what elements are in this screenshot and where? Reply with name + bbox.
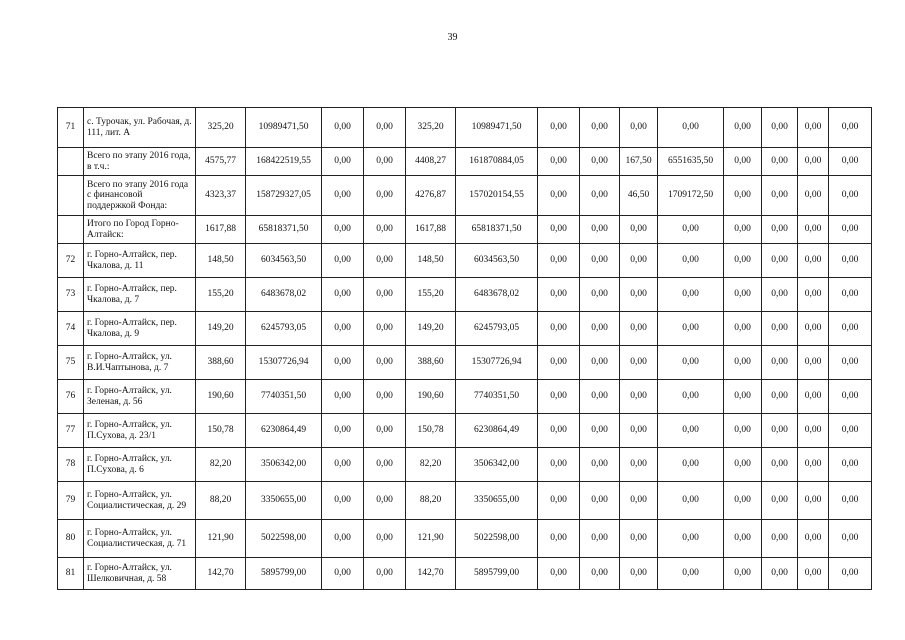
value-cell: 0,00: [538, 448, 580, 482]
row-number-cell: [58, 216, 84, 244]
value-cell: 158729327,05: [246, 176, 322, 216]
row-number-cell: 77: [58, 414, 84, 448]
value-cell: 0,00: [762, 346, 798, 380]
value-cell: 0,00: [724, 108, 762, 148]
value-cell: 0,00: [322, 244, 364, 278]
value-cell: 0,00: [322, 346, 364, 380]
value-cell: 88,20: [406, 482, 456, 520]
value-cell: 0,00: [798, 244, 829, 278]
value-cell: 3506342,00: [246, 448, 322, 482]
table-body: [58, 108, 872, 590]
value-cell: 0,00: [620, 346, 658, 380]
value-cell: 7740351,50: [246, 380, 322, 414]
value-cell: 148,50: [406, 244, 456, 278]
row-number-cell: 73: [58, 278, 84, 312]
table-row: [58, 108, 872, 148]
row-number-cell: 81: [58, 558, 84, 590]
value-cell: 4575,77: [196, 148, 246, 176]
value-cell: 4408,27: [406, 148, 456, 176]
value-cell: 0,00: [798, 278, 829, 312]
value-cell: 0,00: [620, 414, 658, 448]
value-cell: 5022598,00: [246, 520, 322, 558]
table-row: [58, 520, 872, 558]
value-cell: 0,00: [538, 176, 580, 216]
value-cell: 0,00: [580, 448, 620, 482]
value-cell: 0,00: [798, 482, 829, 520]
value-cell: 388,60: [196, 346, 246, 380]
value-cell: 6483678,02: [456, 278, 538, 312]
row-number-cell: [58, 176, 84, 216]
value-cell: 0,00: [322, 278, 364, 312]
value-cell: 5895799,00: [456, 558, 538, 590]
value-cell: 0,00: [658, 380, 724, 414]
table-row: [58, 346, 872, 380]
row-number-cell: 78: [58, 448, 84, 482]
table-row: [58, 414, 872, 448]
value-cell: 0,00: [724, 380, 762, 414]
value-cell: 0,00: [762, 414, 798, 448]
value-cell: 149,20: [196, 312, 246, 346]
value-cell: 0,00: [798, 448, 829, 482]
value-cell: 0,00: [538, 108, 580, 148]
value-cell: 121,90: [196, 520, 246, 558]
value-cell: 0,00: [620, 108, 658, 148]
value-cell: 0,00: [829, 176, 872, 216]
value-cell: 0,00: [762, 148, 798, 176]
value-cell: 0,00: [658, 482, 724, 520]
value-cell: 0,00: [658, 448, 724, 482]
value-cell: 0,00: [798, 312, 829, 346]
value-cell: 0,00: [798, 216, 829, 244]
value-cell: 0,00: [580, 520, 620, 558]
page-number: 39: [447, 32, 458, 43]
value-cell: 0,00: [364, 148, 406, 176]
address-cell: с. Турочак, ул. Рабочая, д. 111, лит. А: [84, 108, 196, 148]
value-cell: 157020154,55: [456, 176, 538, 216]
value-cell: 0,00: [829, 108, 872, 148]
value-cell: 0,00: [620, 216, 658, 244]
value-cell: 325,20: [196, 108, 246, 148]
value-cell: 0,00: [364, 482, 406, 520]
value-cell: 0,00: [658, 558, 724, 590]
value-cell: 0,00: [322, 312, 364, 346]
value-cell: 3350655,00: [456, 482, 538, 520]
value-cell: 0,00: [658, 346, 724, 380]
value-cell: 0,00: [658, 216, 724, 244]
value-cell: 0,00: [580, 108, 620, 148]
value-cell: 0,00: [762, 482, 798, 520]
table-row: [58, 148, 872, 176]
table-row: [58, 312, 872, 346]
value-cell: 6551635,50: [658, 148, 724, 176]
value-cell: 0,00: [620, 244, 658, 278]
value-cell: 0,00: [762, 558, 798, 590]
row-number-cell: 75: [58, 346, 84, 380]
value-cell: 0,00: [762, 312, 798, 346]
value-cell: 0,00: [798, 148, 829, 176]
value-cell: 6230864,49: [246, 414, 322, 448]
value-cell: 0,00: [658, 312, 724, 346]
value-cell: 0,00: [658, 278, 724, 312]
row-number-cell: 76: [58, 380, 84, 414]
value-cell: 0,00: [364, 380, 406, 414]
value-cell: 0,00: [724, 482, 762, 520]
value-cell: 1617,88: [196, 216, 246, 244]
table-row: [58, 244, 872, 278]
value-cell: 0,00: [538, 278, 580, 312]
value-cell: 4323,37: [196, 176, 246, 216]
value-cell: 0,00: [762, 380, 798, 414]
value-cell: 7740351,50: [456, 380, 538, 414]
value-cell: 0,00: [762, 520, 798, 558]
value-cell: 0,00: [724, 448, 762, 482]
value-cell: 0,00: [658, 244, 724, 278]
table-row: [58, 216, 872, 244]
value-cell: 142,70: [196, 558, 246, 590]
value-cell: 0,00: [538, 380, 580, 414]
value-cell: 3506342,00: [456, 448, 538, 482]
value-cell: 0,00: [829, 346, 872, 380]
row-number-cell: 72: [58, 244, 84, 278]
value-cell: 0,00: [620, 380, 658, 414]
value-cell: 6483678,02: [246, 278, 322, 312]
value-cell: 0,00: [798, 414, 829, 448]
table-row: [58, 176, 872, 216]
address-cell: г. Горно-Алтайск, пер. Чкалова, д. 7: [84, 278, 196, 312]
value-cell: 0,00: [364, 520, 406, 558]
value-cell: 0,00: [322, 448, 364, 482]
value-cell: 0,00: [364, 108, 406, 148]
value-cell: 0,00: [580, 482, 620, 520]
value-cell: 0,00: [829, 148, 872, 176]
value-cell: 0,00: [580, 380, 620, 414]
value-cell: 0,00: [364, 414, 406, 448]
value-cell: 0,00: [580, 414, 620, 448]
value-cell: 150,78: [406, 414, 456, 448]
value-cell: 46,50: [620, 176, 658, 216]
table-row: [58, 558, 872, 590]
value-cell: 190,60: [196, 380, 246, 414]
row-number-cell: 80: [58, 520, 84, 558]
value-cell: 82,20: [196, 448, 246, 482]
value-cell: 0,00: [620, 558, 658, 590]
value-cell: 6034563,50: [246, 244, 322, 278]
value-cell: 0,00: [580, 278, 620, 312]
value-cell: 325,20: [406, 108, 456, 148]
value-cell: 155,20: [196, 278, 246, 312]
address-cell: г. Горно-Алтайск, ул. Зеленая, д. 56: [84, 380, 196, 414]
table-row: [58, 482, 872, 520]
value-cell: 0,00: [364, 278, 406, 312]
value-cell: 0,00: [538, 312, 580, 346]
value-cell: 0,00: [322, 558, 364, 590]
value-cell: 3350655,00: [246, 482, 322, 520]
value-cell: 167,50: [620, 148, 658, 176]
value-cell: 0,00: [762, 108, 798, 148]
value-cell: 0,00: [364, 448, 406, 482]
housing-program-table: [57, 107, 872, 590]
value-cell: 65818371,50: [456, 216, 538, 244]
value-cell: 0,00: [364, 312, 406, 346]
value-cell: 0,00: [724, 558, 762, 590]
value-cell: 0,00: [538, 216, 580, 244]
value-cell: 1709172,50: [658, 176, 724, 216]
value-cell: 0,00: [658, 414, 724, 448]
value-cell: 0,00: [798, 520, 829, 558]
value-cell: 0,00: [829, 312, 872, 346]
address-cell: г. Горно-Алтайск, ул. Социалистическая, д. 29: [84, 482, 196, 520]
value-cell: 0,00: [724, 346, 762, 380]
value-cell: 65818371,50: [246, 216, 322, 244]
value-cell: 0,00: [724, 414, 762, 448]
address-cell: Всего по этапу 2016 года, в т.ч.:: [84, 148, 196, 176]
value-cell: 0,00: [798, 346, 829, 380]
value-cell: 82,20: [406, 448, 456, 482]
value-cell: 0,00: [538, 520, 580, 558]
value-cell: 0,00: [829, 414, 872, 448]
value-cell: 0,00: [829, 216, 872, 244]
address-cell: Всего по этапу 2016 года с финансовой поддержкой Фонда:: [84, 176, 196, 216]
value-cell: 0,00: [762, 448, 798, 482]
value-cell: 150,78: [196, 414, 246, 448]
value-cell: 0,00: [798, 558, 829, 590]
address-cell: г. Горно-Алтайск, пер. Чкалова, д. 9: [84, 312, 196, 346]
value-cell: 155,20: [406, 278, 456, 312]
value-cell: 6245793,05: [456, 312, 538, 346]
address-cell: г. Горно-Алтайск, ул. П.Сухова, д. 23/1: [84, 414, 196, 448]
value-cell: 0,00: [829, 278, 872, 312]
address-cell: г. Горно-Алтайск, ул. Социалистическая, д. 71: [84, 520, 196, 558]
value-cell: 0,00: [724, 216, 762, 244]
value-cell: 168422519,55: [246, 148, 322, 176]
value-cell: 0,00: [538, 482, 580, 520]
value-cell: 15307726,94: [246, 346, 322, 380]
value-cell: 0,00: [762, 216, 798, 244]
value-cell: 0,00: [798, 176, 829, 216]
table-row: [58, 448, 872, 482]
address-cell: г. Горно-Алтайск, ул. П.Сухова, д. 6: [84, 448, 196, 482]
value-cell: 0,00: [322, 482, 364, 520]
value-cell: 388,60: [406, 346, 456, 380]
value-cell: 0,00: [538, 148, 580, 176]
value-cell: 149,20: [406, 312, 456, 346]
value-cell: 5022598,00: [456, 520, 538, 558]
value-cell: 0,00: [762, 244, 798, 278]
value-cell: 142,70: [406, 558, 456, 590]
value-cell: 0,00: [580, 558, 620, 590]
row-number-cell: 79: [58, 482, 84, 520]
value-cell: 0,00: [724, 244, 762, 278]
address-cell: г. Горно-Алтайск, пер. Чкалова, д. 11: [84, 244, 196, 278]
value-cell: 0,00: [322, 380, 364, 414]
value-cell: 0,00: [724, 312, 762, 346]
value-cell: 0,00: [322, 414, 364, 448]
value-cell: 0,00: [538, 414, 580, 448]
value-cell: 0,00: [322, 216, 364, 244]
address-cell: г. Горно-Алтайск, ул. Шелковичная, д. 58: [84, 558, 196, 590]
value-cell: 0,00: [829, 558, 872, 590]
value-cell: 190,60: [406, 380, 456, 414]
value-cell: 0,00: [724, 148, 762, 176]
value-cell: 15307726,94: [456, 346, 538, 380]
row-number-cell: 71: [58, 108, 84, 148]
value-cell: 0,00: [580, 148, 620, 176]
value-cell: 0,00: [762, 176, 798, 216]
value-cell: 0,00: [580, 346, 620, 380]
value-cell: 0,00: [538, 346, 580, 380]
value-cell: 0,00: [538, 244, 580, 278]
value-cell: 0,00: [322, 176, 364, 216]
value-cell: 0,00: [364, 216, 406, 244]
value-cell: 0,00: [829, 482, 872, 520]
value-cell: 0,00: [620, 312, 658, 346]
value-cell: 10989471,50: [456, 108, 538, 148]
value-cell: 0,00: [580, 244, 620, 278]
value-cell: 0,00: [322, 520, 364, 558]
value-cell: 0,00: [364, 558, 406, 590]
value-cell: 121,90: [406, 520, 456, 558]
value-cell: 6034563,50: [456, 244, 538, 278]
table-row: [58, 380, 872, 414]
value-cell: 1617,88: [406, 216, 456, 244]
value-cell: 0,00: [658, 520, 724, 558]
value-cell: 0,00: [322, 108, 364, 148]
value-cell: 6230864,49: [456, 414, 538, 448]
value-cell: 0,00: [762, 278, 798, 312]
value-cell: 148,50: [196, 244, 246, 278]
value-cell: 10989471,50: [246, 108, 322, 148]
value-cell: 0,00: [829, 520, 872, 558]
value-cell: 0,00: [364, 346, 406, 380]
value-cell: 0,00: [798, 108, 829, 148]
row-number-cell: 74: [58, 312, 84, 346]
address-cell: Итого по Город Горно-Алтайск:: [84, 216, 196, 244]
value-cell: 0,00: [829, 244, 872, 278]
value-cell: 0,00: [322, 148, 364, 176]
row-number-cell: [58, 148, 84, 176]
value-cell: 0,00: [798, 380, 829, 414]
value-cell: 0,00: [538, 558, 580, 590]
value-cell: 0,00: [364, 176, 406, 216]
value-cell: 0,00: [829, 448, 872, 482]
value-cell: 0,00: [580, 216, 620, 244]
value-cell: 0,00: [658, 108, 724, 148]
address-cell: г. Горно-Алтайск, ул. В.И.Чаптынова, д. 7: [84, 346, 196, 380]
value-cell: 0,00: [620, 482, 658, 520]
value-cell: 0,00: [620, 278, 658, 312]
value-cell: 0,00: [724, 278, 762, 312]
value-cell: 5895799,00: [246, 558, 322, 590]
value-cell: 4276,87: [406, 176, 456, 216]
value-cell: 0,00: [724, 520, 762, 558]
value-cell: 0,00: [620, 520, 658, 558]
value-cell: 0,00: [580, 312, 620, 346]
value-cell: 6245793,05: [246, 312, 322, 346]
table-row: [58, 278, 872, 312]
value-cell: 0,00: [620, 448, 658, 482]
value-cell: 0,00: [724, 176, 762, 216]
value-cell: 0,00: [580, 176, 620, 216]
value-cell: 0,00: [829, 380, 872, 414]
value-cell: 161870884,05: [456, 148, 538, 176]
value-cell: 0,00: [364, 244, 406, 278]
value-cell: 88,20: [196, 482, 246, 520]
